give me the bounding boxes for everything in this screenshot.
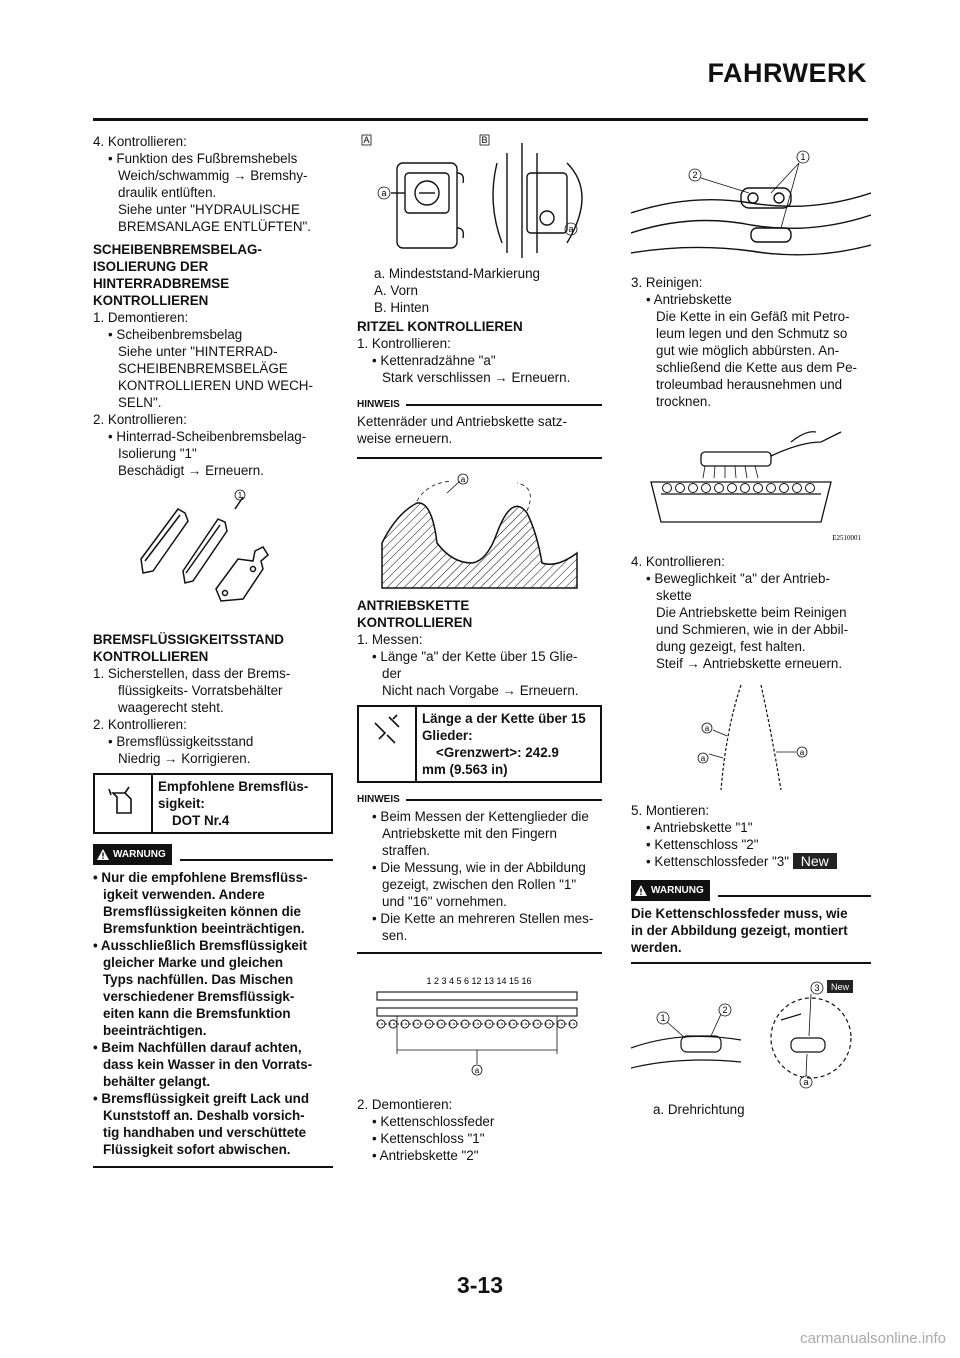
bullet: • Kettenschlossfeder	[372, 1114, 495, 1129]
step-title: 1. Messen:	[357, 632, 423, 647]
note-line: und "16" vornehmen.	[382, 894, 507, 909]
heading-line: SCHEIBENBREMSBELAG-	[93, 242, 262, 257]
text-line: waagerecht steht.	[118, 700, 224, 715]
warning-badge	[93, 844, 172, 865]
note-header	[357, 396, 602, 413]
warning-line: Typs nachfüllen. Das Mischen	[103, 972, 294, 987]
legend-item: B. Hinten	[374, 300, 430, 315]
bullet: • Scheibenbremsbelag	[108, 327, 243, 342]
callout-label: 2	[722, 1005, 728, 1015]
chain-length-figure	[357, 972, 602, 1082]
warning-line: Flüssigkeit sofort abwischen.	[103, 1142, 291, 1157]
spec-line: Empfohlene Bremsflüs-	[158, 779, 309, 794]
text-line: troleumbad herausnehmen und	[656, 377, 843, 392]
page-number: 3-13	[456, 1272, 504, 1298]
chain-roller	[728, 484, 737, 493]
callout-label: a	[381, 188, 387, 198]
warning-line: Die Kettenschlossfeder muss, wie	[631, 906, 848, 921]
callout-label: 1	[237, 491, 243, 500]
warning-triangle-icon	[635, 885, 647, 896]
column-1	[93, 133, 333, 1174]
chain-roller-numbers: 1 2 3 4 5 6 12 13 14 15 16	[426, 976, 532, 986]
callout-label: a	[460, 475, 466, 484]
brake-fluid-icon	[95, 775, 153, 832]
warning-header	[93, 844, 333, 865]
callout-label: a	[700, 754, 706, 763]
text-line: Die Antriebskette beim Reinigen	[656, 605, 847, 620]
warning-line: beeinträchtigen.	[103, 1023, 207, 1038]
chain-roller	[663, 484, 672, 493]
warning-line: in der Abbildung gezeigt, montiert	[631, 923, 848, 938]
note-label: HINWEIS	[357, 399, 400, 410]
warning-badge	[631, 880, 710, 901]
figure-code: E2510001	[832, 534, 861, 542]
header-rule	[93, 118, 868, 121]
chain-roller	[754, 484, 763, 493]
text-line: SELN".	[118, 395, 162, 410]
chain-roller	[780, 484, 789, 493]
warning-text	[93, 869, 333, 1158]
step-title: 5. Montieren:	[631, 803, 710, 818]
text-line: dung gezeigt, fest halten.	[656, 639, 806, 654]
bullet: • Kettenradzähne "a"	[372, 353, 496, 368]
warning-line: Bremsflüssigkeiten können die	[103, 904, 301, 919]
note-text: weise erneuern.	[357, 431, 453, 446]
text-line: trocknen.	[656, 394, 712, 409]
chain-roller	[741, 484, 750, 493]
warning-line: verschiedener Bremsflüssigk-	[103, 989, 295, 1004]
heading-line: ANTRIEBSKETTE	[357, 598, 470, 613]
chain-cleaning-figure	[631, 422, 871, 547]
heading-line: KONTROLLIEREN	[357, 615, 473, 630]
legend-item: A. Vorn	[374, 283, 418, 298]
brake-pad-figure	[93, 489, 333, 619]
step-title: 2. Kontrollieren:	[93, 412, 187, 427]
warning-line: behälter gelangt.	[103, 1074, 211, 1089]
warning-label: WARNUNG	[113, 849, 166, 860]
text-line: SCHEIBENBREMSBELÄGE	[118, 361, 288, 376]
callout-label: a	[799, 748, 805, 757]
note-label: HINWEIS	[357, 794, 400, 805]
chain-roller	[715, 484, 724, 493]
text-line: Weich/schwammig → Bremshy-	[118, 168, 308, 183]
note-line: • Beim Messen der Kettenglieder die	[372, 809, 589, 824]
note-line: • Die Kette an mehreren Stellen mes-	[372, 911, 594, 926]
step-title: 4. Kontrollieren:	[93, 134, 187, 149]
chain-roller	[689, 484, 698, 493]
bullet: • Kettenschloss "2"	[646, 837, 759, 852]
warning-line: werden.	[631, 940, 682, 955]
bullet: • Bremsflüssigkeitsstand	[108, 734, 254, 749]
warning-line: • Nur die empfohlene Bremsflüss-	[93, 870, 308, 885]
section-heading	[93, 631, 333, 665]
bullet-text: • Kettenschlossfeder "3"	[646, 854, 789, 869]
text-line: Stark verschlissen → Erneuern.	[382, 370, 571, 385]
brake-reservoir-figure	[357, 133, 602, 265]
step-title: 2. Kontrollieren:	[93, 717, 187, 732]
section-heading: RITZEL KONTROLLIEREN	[357, 319, 523, 334]
text-line: gut wie möglich abbürsten. An-	[656, 343, 840, 358]
chain-joint-figure	[631, 133, 871, 268]
warning-line: igkeit verwenden. Andere	[103, 887, 265, 902]
callout-label: 1	[800, 152, 806, 162]
text-line: leum legen und den Schmutz so	[656, 326, 848, 341]
chain-flexibility-figure	[631, 680, 871, 798]
note-line: Antriebskette mit den Fingern	[382, 826, 557, 841]
text-line: und Schmieren, wie in der Abbil-	[656, 622, 849, 637]
text-line: Steif → Antriebskette erneuern.	[656, 656, 843, 671]
bullet: • Antriebskette "1"	[646, 820, 753, 835]
warning-line: eiten kann die Bremsfunktion	[103, 1006, 291, 1021]
warning-line: • Bremsflüssigkeit greift Lack und	[93, 1091, 310, 1106]
figure-label-b-upper: B	[481, 135, 488, 145]
text-line: Beschädigt → Erneuern.	[118, 463, 264, 478]
warning-line: • Beim Nachfüllen darauf achten,	[93, 1040, 302, 1055]
spec-box	[93, 773, 333, 834]
note-line: sen.	[382, 928, 408, 943]
warning-header	[631, 880, 871, 901]
heading-line: HINTERRADBREMSE	[93, 276, 230, 291]
legend-item: a. Mindeststand-Markierung	[374, 266, 540, 281]
warning-line: dass kein Wasser in den Vorrats-	[103, 1057, 313, 1072]
spec-line: sigkeit:	[158, 796, 205, 811]
step-text: 1. Sicherstellen, dass der Brems-	[93, 666, 291, 681]
column-3	[631, 133, 871, 1118]
text-line: draulik entlüften.	[118, 185, 217, 200]
note-line: straffen.	[382, 843, 431, 858]
text-line: KONTROLLIEREN UND WECH-	[118, 378, 313, 393]
section-heading	[357, 597, 602, 631]
chain-roller	[806, 484, 815, 493]
chain-clip-figure	[631, 978, 871, 1093]
warning-line: Bremsfunktion beeinträchtigen.	[103, 921, 305, 936]
step-title: 4. Kontrollieren:	[631, 554, 725, 569]
warning-line: gleicher Marke und gleichen	[103, 955, 284, 970]
new-badge: New	[793, 853, 837, 869]
section-heading	[93, 241, 333, 309]
bullet: • Funktion des Fußbremshebels	[108, 151, 298, 166]
text-line: der	[382, 666, 402, 681]
callout-label: a	[704, 724, 710, 733]
spec-line: Länge a der Kette über 15	[422, 711, 586, 726]
spec-line: DOT Nr.4	[172, 813, 230, 828]
spec-line: <Grenzwert>: 242.9	[436, 745, 559, 760]
text-line: Siehe unter "HYDRAULISCHE	[118, 202, 300, 217]
bullet: • Kettenschloss "1"	[372, 1131, 485, 1146]
warning-triangle-icon	[97, 849, 109, 860]
heading-line: KONTROLLIEREN	[93, 293, 209, 308]
text-line: Niedrig → Korrigieren.	[118, 751, 251, 766]
note-header	[357, 791, 602, 808]
text-line: Siehe unter "HINTERRAD-	[118, 344, 278, 359]
chain-roller	[767, 484, 776, 493]
text-line: schließend die Kette aus dem Pe-	[656, 360, 857, 375]
callout-label: 3	[814, 983, 820, 993]
text-line: skette	[656, 588, 692, 603]
limit-icon	[359, 707, 417, 781]
text-line: BREMSANLAGE ENTLÜFTEN".	[118, 219, 312, 234]
step-title: 1. Kontrollieren:	[357, 336, 451, 351]
warning-line: • Ausschließlich Bremsflüssigkeit	[93, 938, 308, 953]
bullet: • Antriebskette	[646, 292, 732, 307]
callout-label: a	[803, 1077, 809, 1087]
new-badge: New	[830, 982, 850, 992]
text-line: Nicht nach Vorgabe → Erneuern.	[382, 683, 579, 698]
note-text: Kettenräder und Antriebskette satz-	[357, 414, 567, 429]
sprocket-teeth-figure	[357, 473, 602, 593]
watermark: carmanualsonline.info	[800, 1330, 946, 1347]
note-line: gezeigt, zwischen den Rollen "1"	[382, 877, 577, 892]
figure-label-a-upper: A	[363, 135, 370, 145]
chain-roller	[702, 484, 711, 493]
bullet: • Länge "a" der Kette über 15 Glie-	[372, 649, 578, 664]
step-title: 1. Demontieren:	[93, 310, 189, 325]
legend-item: a. Drehrichtung	[653, 1102, 745, 1117]
heading-line: BREMSFLÜSSIGKEITSSTAND	[93, 632, 284, 647]
step-title: 2. Demontieren:	[357, 1097, 453, 1112]
bullet: • Antriebskette "2"	[372, 1148, 479, 1163]
text-line: Isolierung "1"	[118, 446, 197, 461]
warning-line: Kunststoff an. Deshalb vorsich-	[103, 1108, 305, 1123]
bullet: • Hinterrad-Scheibenbremsbelag-	[108, 429, 307, 444]
chain-roller	[676, 484, 685, 493]
text-line: flüssigkeits- Vorratsbehälter	[118, 683, 283, 698]
spec-box	[357, 705, 602, 783]
bullet	[631, 853, 871, 870]
warning-label: WARNUNG	[651, 885, 704, 896]
warning-line: tig handhaben und verschüttete	[103, 1125, 307, 1140]
callout-label: 2	[692, 170, 698, 180]
callout-label: a	[568, 224, 574, 234]
heading-line: ISOLIERUNG DER	[93, 259, 209, 274]
chain-roller	[793, 484, 802, 493]
note-line: • Die Messung, wie in der Abbildung	[372, 860, 586, 875]
step-title: 3. Reinigen:	[631, 275, 703, 290]
heading-line: KONTROLLIEREN	[93, 649, 209, 664]
callout-label: a	[474, 1066, 480, 1075]
callout-label: 1	[660, 1013, 666, 1023]
page-title: FAHRWERK	[707, 58, 867, 88]
warning-text	[631, 905, 871, 956]
spec-line: mm (9.563 in)	[422, 762, 508, 777]
column-2	[357, 133, 602, 1164]
text-line: Die Kette in ein Gefäß mit Petro-	[656, 309, 850, 324]
spec-line: Glieder:	[422, 728, 473, 743]
bullet: • Beweglichkeit "a" der Antrieb-	[646, 571, 830, 586]
